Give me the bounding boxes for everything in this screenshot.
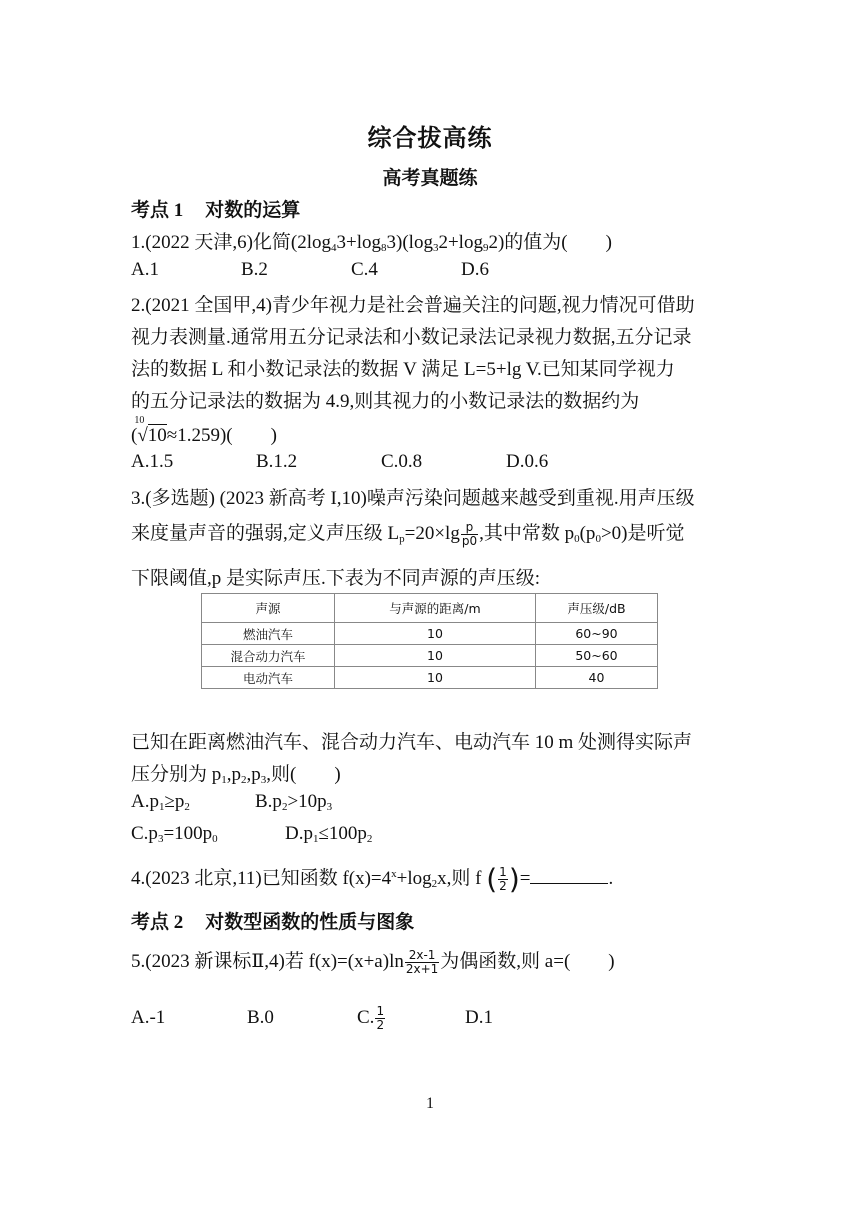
q5-option-d[interactable]: D.1 <box>465 1006 493 1028</box>
q4-text: 4.(2023 北京,11)已知函数 f(x)=4 <box>131 868 392 889</box>
q3-text: ,则( ) <box>266 764 341 785</box>
table-header-row <box>202 594 658 623</box>
table-cell: 混合动力汽车 <box>202 645 335 667</box>
fraction-denominator: p0 <box>461 534 478 549</box>
page-title: 综合拔高练 <box>367 126 493 152</box>
section-2-label: 考点 2 <box>131 912 184 933</box>
q2-line-3: 法的数据 L 和小数记录法的数据 V 满足 L=5+lg V.已知某同学视力 <box>131 359 675 380</box>
q3-text: (p <box>579 523 596 544</box>
q3-sub: 0 <box>574 533 580 545</box>
q3-text: ,其中常数 p <box>479 523 575 544</box>
q1-text: 3)(log <box>386 232 433 253</box>
q2-line-1: 2.(2021 全国甲,4)青少年视力是社会普遍关注的问题,视力情况可借助 <box>131 295 695 316</box>
q3-line-4: 已知在距离燃油汽车、混合动力汽车、电动汽车 10 m 处测得实际声 <box>131 732 693 753</box>
q3-line-3: 下限阈值,p 是实际声压.下表为不同声源的声压级: <box>131 568 541 589</box>
q3-sub: p <box>399 533 405 545</box>
q3-text: ,p <box>226 764 242 785</box>
page-subtitle: 高考真题练 <box>382 168 478 189</box>
q4-text: x,则 f <box>437 868 482 889</box>
q4-text: . <box>608 868 614 889</box>
table-header: 声压级/dB <box>536 594 658 623</box>
fraction-denominator: 2 <box>499 879 507 894</box>
root-value: 10 <box>147 425 167 446</box>
fraction-denominator: 2x+1 <box>405 962 439 977</box>
table-header: 与声源的距离/m <box>335 594 536 623</box>
q3-text: ,p <box>246 764 261 785</box>
q2-option-b[interactable]: B.1.2 <box>256 451 298 472</box>
table-cell: 10 <box>335 623 536 645</box>
table-cell: 50~60 <box>536 645 658 667</box>
table-cell: 燃油汽车 <box>202 623 335 645</box>
q2-line-2: 视力表测量.通常用五分记录法和小数记录法记录视力数据,五分记录 <box>131 327 692 348</box>
q3-text: =20×lg <box>404 523 460 544</box>
table-cell: 10 <box>335 667 536 689</box>
q1-option-d[interactable]: D.6 <box>461 259 489 280</box>
q3-sub: 0 <box>595 533 601 545</box>
table-header: 声源 <box>202 594 335 623</box>
q1-text: 2+log <box>438 232 483 253</box>
fraction-numerator: 1 <box>499 865 507 880</box>
table-cell: 40 <box>536 667 658 689</box>
question-4: 4.(2023 北京,11)已知函数 $f(x)=4^x+\log_2x$,则 f ( $\frac{1}{2}$ )= . <box>131 862 614 896</box>
table-cell: 60~90 <box>536 623 658 645</box>
q1-text: 3+log <box>336 232 382 253</box>
q2-option-c[interactable]: C.0.8 <box>381 451 423 472</box>
table-row <box>202 645 658 667</box>
section-heading-2 <box>131 907 414 934</box>
q3-option-a[interactable]: $A.p_1\ge p_2$ <box>131 791 190 813</box>
q4-sup: x <box>391 868 397 880</box>
table-row <box>202 667 658 689</box>
q5-option-c[interactable]: C. $\frac{1}{2}$ <box>357 1004 385 1032</box>
q2-line-5: ( 10 √10≈1.259)( ) <box>131 415 277 446</box>
table-cell: 10 <box>335 645 536 667</box>
q3-fraction <box>461 521 478 548</box>
page-number: 1 <box>426 1095 434 1112</box>
q3-text: >0)是听觉 <box>600 523 685 544</box>
q3-sub: 2 <box>241 774 247 786</box>
q3-options-row-1 <box>131 791 332 813</box>
q2-line-4: 的五分记录法的数据为 4.9,则其视力的小数记录法的数据约为 <box>131 391 640 412</box>
q5-fraction <box>405 949 439 976</box>
fraction-numerator: 2x-1 <box>405 949 439 963</box>
nth-root: 10 √10 <box>134 415 167 446</box>
q3-option-c[interactable]: $C.p_3=100p_0$ <box>131 823 218 845</box>
q3-text: 来度量声音的强弱,定义声压级 L <box>131 523 400 544</box>
fraction-numerator: p <box>461 521 478 535</box>
q1-text: 1.(2022 天津,6)化简(2log <box>131 232 332 253</box>
table-row <box>202 623 658 645</box>
q3-sub: 3 <box>260 774 267 786</box>
q1-options <box>131 259 489 281</box>
q5-text: 5.(2023 新课标Ⅱ,4)若 f(x)=(x+a)ln <box>131 951 404 972</box>
q3-option-b[interactable]: $B.p_2>10p_3$ <box>255 791 333 813</box>
q5-option-a[interactable]: A.-1 <box>131 1006 166 1028</box>
q4-fraction <box>498 866 508 893</box>
q1-sub: 8 <box>381 242 387 254</box>
section-heading-1 <box>131 195 300 222</box>
q3-line-5 <box>131 759 341 786</box>
q4-sub: 2 <box>431 878 438 890</box>
q3-text: 压分别为 p <box>131 764 222 785</box>
q1-option-a[interactable]: A.1 <box>131 259 159 280</box>
q3-line-1: 3.(多选题) (2023 新高考 I,10)噪声污染问题越来越受到重视.用声压级 <box>131 488 695 509</box>
q4-text: = <box>519 868 531 889</box>
q4-text: +log <box>396 868 432 889</box>
root-index: 10 <box>134 415 145 426</box>
q5-options <box>131 1005 493 1032</box>
q3-options-row-2 <box>131 823 372 845</box>
q5-text: 为偶函数,则 a=( ) <box>440 951 615 972</box>
q1-text: 2)的值为( ) <box>488 232 612 253</box>
q1-option-c[interactable]: C.4 <box>351 259 378 280</box>
q3-option-d[interactable]: $D.p_1\le 100p_2$ <box>285 823 373 845</box>
q1-option-b[interactable]: B.2 <box>241 259 268 280</box>
section-1-label: 考点 1 <box>131 200 184 221</box>
q1-sub: 4 <box>331 242 337 254</box>
q2-line-5-tail: ≈1.259)( ) <box>166 425 277 446</box>
table-cell: 电动汽车 <box>202 667 335 689</box>
q5-option-b[interactable]: B.0 <box>247 1006 274 1028</box>
answer-blank[interactable] <box>530 869 608 884</box>
q1-sub: 3 <box>432 242 439 254</box>
q3-line-2 <box>131 518 684 548</box>
q3-sub: 1 <box>221 774 227 786</box>
question-5 <box>131 946 615 976</box>
question-1 <box>131 227 612 254</box>
sound-level-table <box>201 593 658 689</box>
q2-option-d[interactable]: D.0.6 <box>506 451 549 472</box>
section-1-text: 对数的运算 <box>205 200 301 221</box>
q1-sub: 9 <box>482 242 489 254</box>
q2-options <box>131 451 548 473</box>
section-2-text: 对数型函数的性质与图象 <box>205 912 415 933</box>
q2-option-a[interactable]: A.1.5 <box>131 451 174 472</box>
